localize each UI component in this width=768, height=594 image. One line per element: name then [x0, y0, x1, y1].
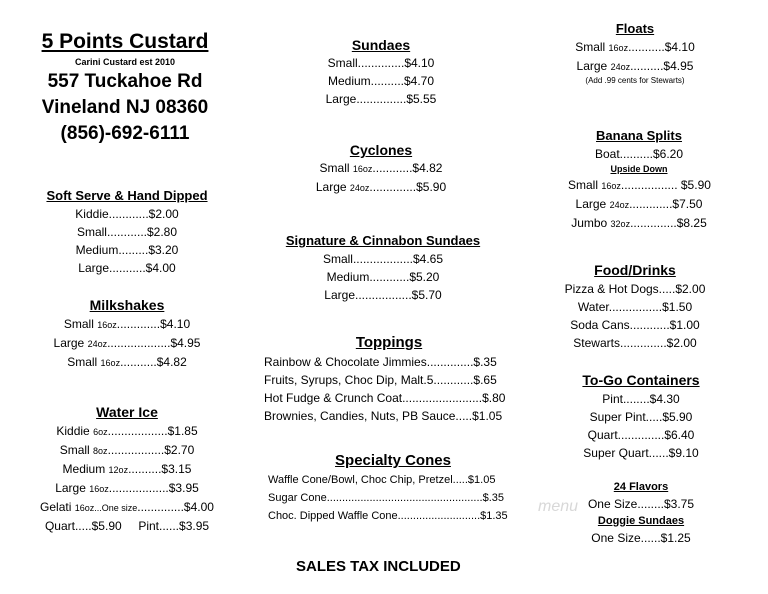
- menu-item: Small............$2.80: [76, 225, 178, 239]
- menu-item: Rainbow & Chocolate Jimmies..............$.35: [264, 355, 497, 369]
- section-title: Cyclones: [349, 142, 413, 158]
- section-title: Signature & Cinnabon Sundaes: [285, 233, 481, 248]
- menu-item: Brownies, Candies, Nuts, PB Sauce.....$1.05: [264, 409, 503, 423]
- section-title: Toppings: [355, 334, 423, 351]
- section-doggie-sundaes: [566, 514, 716, 547]
- menu-item: Super Quart......$9.10: [583, 446, 699, 460]
- menu-item: Medium 12oz..........$3.15: [62, 462, 192, 476]
- menu-item: Waffle Cone/Bowl, Choc Chip, Pretzel.....$1.05: [268, 474, 496, 486]
- subsection-title: Upside Down: [610, 164, 668, 174]
- section-soft-serve: [20, 187, 234, 277]
- section-title: 24 Flavors: [613, 481, 669, 493]
- menu-item: Small 16oz.............$4.10: [63, 317, 191, 331]
- menu-item: Large 24oz.............$7.50: [575, 197, 703, 211]
- menu-item: Hot Fudge & Crunch Coat........................$.80: [264, 391, 506, 405]
- address-line-1: 557 Tuckahoe Rd: [47, 71, 203, 92]
- section-title: Soft Serve & Hand Dipped: [46, 188, 208, 203]
- menu-item: Jumbo 32oz..............$8.25: [571, 216, 707, 230]
- menu-item: Quart.....$5.90 Pint......$3.95: [44, 519, 210, 533]
- header: [20, 28, 230, 147]
- menu-item: Stewarts..............$2.00: [573, 336, 697, 350]
- section-title: To-Go Containers: [582, 372, 700, 388]
- section-title: Milkshakes: [89, 297, 165, 313]
- floats-note: (Add .99 cents for Stewarts): [585, 76, 685, 85]
- menu-item: Large 16oz..................$3.95: [55, 481, 199, 495]
- section-title: Sundaes: [351, 37, 411, 53]
- menu-item: Fruits, Syrups, Choc Dip, Malt.5............$.65: [264, 373, 497, 387]
- menu-item: Soda Cans............$1.00: [570, 318, 700, 332]
- sales-tax-note: SALES TAX INCLUDED: [296, 558, 461, 575]
- section-title: Food/Drinks: [594, 262, 676, 278]
- menu-item: Small 16oz............$4.82: [319, 161, 443, 175]
- menu-item: Medium..........$4.70: [327, 74, 435, 88]
- menu-item: Large 24oz..............$5.90: [315, 180, 447, 194]
- menu-item: Choc. Dipped Waffle Cone...........................$1.35: [268, 510, 508, 522]
- menu-item: Small 16oz...........$4.10: [575, 40, 695, 54]
- section-title: Doggie Sundaes: [597, 515, 685, 527]
- restaurant-name: 5 Points Custard: [41, 30, 209, 53]
- menu-item: Kiddie............$2.00: [75, 207, 179, 221]
- menu-item: Small..................$4.65: [322, 252, 444, 266]
- menu-item: Small 16oz...........$4.82: [67, 355, 187, 369]
- watermark: menu: [538, 498, 579, 515]
- section-banana-splits: [568, 127, 710, 233]
- section-sundaes: [300, 36, 462, 108]
- section-title: Banana Splits: [596, 128, 682, 143]
- menu-item: Large 24oz...................$4.95: [53, 336, 201, 350]
- section-to-go-containers: [566, 370, 716, 462]
- menu-item: One Size........$3.75: [587, 497, 695, 511]
- menu-item: Medium............$5.20: [326, 270, 440, 284]
- menu-item: Kiddie 6oz..................$1.85: [56, 424, 198, 438]
- phone-number: (856)-692-6111: [60, 123, 190, 144]
- menu-item: Large...............$5.55: [325, 92, 437, 106]
- section-floats: [560, 20, 710, 86]
- menu-item: Large 24oz..........$4.95: [576, 59, 694, 73]
- menu-item: Quart..............$6.40: [587, 428, 695, 442]
- section-milkshakes: [20, 295, 234, 372]
- menu-item: Medium.........$3.20: [75, 243, 179, 257]
- section-title: Water Ice: [96, 404, 158, 420]
- menu-item: Small..............$4.10: [327, 56, 435, 70]
- menu-item: Small 16oz................. $5.90: [568, 178, 711, 192]
- menu-item: Pizza & Hot Dogs.....$2.00: [564, 282, 706, 296]
- menu-item: Large...........$4.00: [78, 261, 176, 275]
- menu-item: Gelati 16oz...One size..............$4.00: [40, 500, 214, 514]
- menu-item: Boat..........$6.20: [594, 147, 684, 161]
- address-line-2: Vineland NJ 08360: [41, 97, 209, 118]
- restaurant-subtitle: Carini Custard est 2010: [74, 57, 176, 67]
- section-24-flavors: [566, 480, 716, 513]
- menu-item: Super Pint.....$5.90: [589, 410, 693, 424]
- menu-item: Large.................$5.70: [324, 288, 442, 302]
- section-specialty-cones: [268, 451, 518, 525]
- section-food-drinks: [560, 260, 710, 352]
- menu-item: Small 8oz.................$2.70: [59, 443, 195, 457]
- section-title: Floats: [615, 21, 655, 36]
- section-water-ice: [20, 402, 234, 535]
- menu-item: Sugar Cone...................................................$.35: [268, 492, 504, 504]
- menu-item: Water................$1.50: [577, 300, 693, 314]
- menu-item: One Size......$1.25: [591, 531, 691, 545]
- section-cyclones: [300, 141, 462, 197]
- section-title: Specialty Cones: [335, 452, 451, 469]
- menu-item: Pint........$4.30: [602, 392, 680, 406]
- section-signature-sundaes: [276, 232, 490, 304]
- section-toppings: [264, 333, 514, 425]
